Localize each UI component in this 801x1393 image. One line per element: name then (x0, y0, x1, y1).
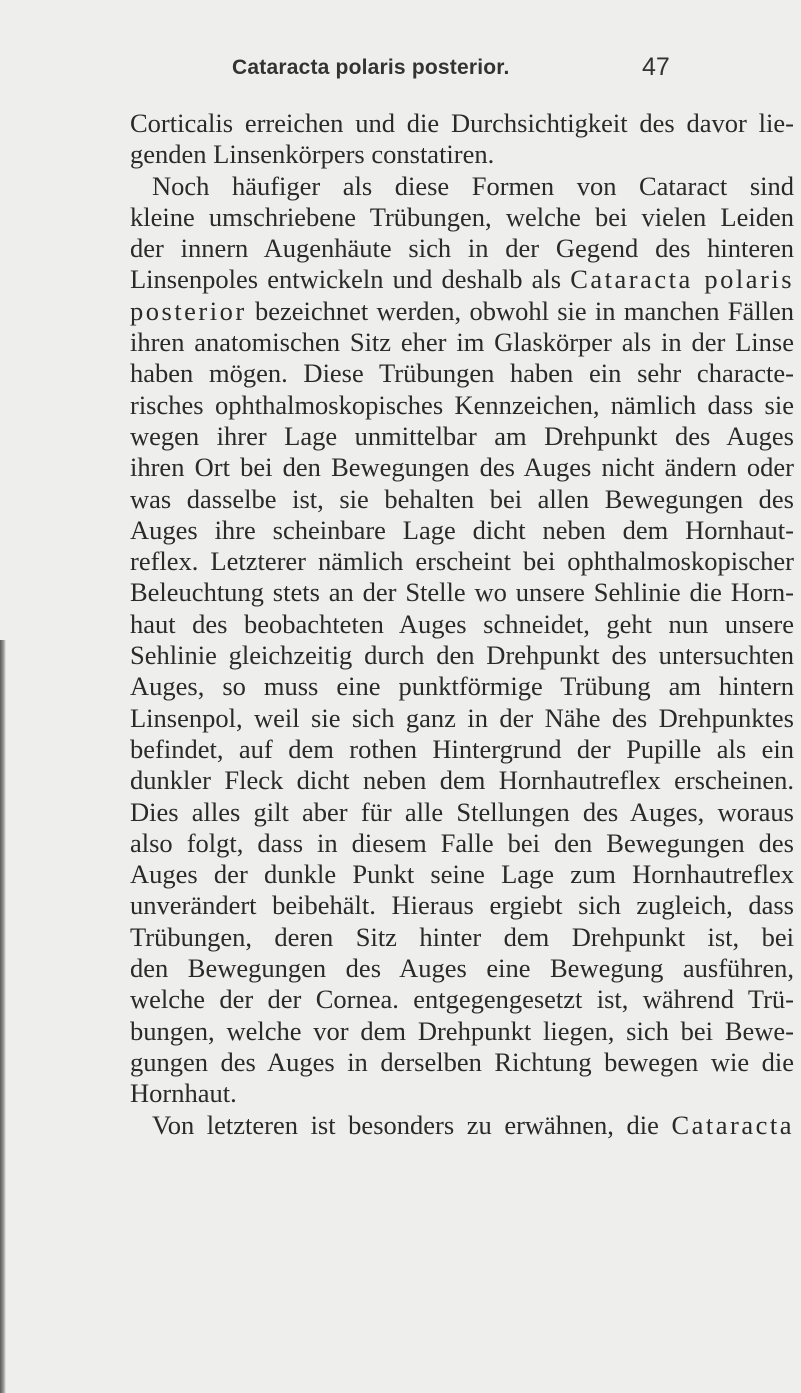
text-line: kleine umschriebene Trübungen, welche bei vielen Leiden (130, 201, 794, 232)
text-line: Beleuchtung stets an der Stelle wo unsere Sehlinie die Horn- (130, 577, 794, 608)
text-line: was dasselbe ist, sie behalten bei allen Bewegungen des (130, 483, 794, 514)
text-line: genden Linsenkörpers constatiren. (130, 139, 495, 170)
text-line (130, 296, 794, 327)
text-line: haben mögen. Diese Trübungen haben ein sehr characte- (130, 358, 794, 389)
text-line: dunkler Fleck dicht neben dem Hornhautreflex erscheinen. (130, 765, 794, 796)
text-line: ihren Ort bei den Bewegungen des Auges nicht ändern oder (130, 452, 794, 483)
spaced-term: posterior (130, 295, 247, 326)
text-line: haut des beobachteten Auges schneidet, geht nun unsere (130, 608, 794, 639)
text-line: welche der der Cornea. entgegengesetzt ist, während Trü- (130, 984, 794, 1015)
line-text: bezeichnet werden, obwohl sie in manchen Fällen (254, 295, 794, 326)
spaced-term: Cataracta (671, 1109, 794, 1140)
text-line: Linsenpol, weil sie sich ganz in der Nähe des Drehpunktes (130, 702, 794, 733)
text-line: gungen des Auges in derselben Richtung bewegen wie die (130, 1046, 794, 1077)
text-line: Hornhaut. (130, 1078, 237, 1109)
text-line: Auges, so muss eine punktförmige Trübung am hintern (130, 671, 794, 702)
text-line (130, 264, 794, 295)
text-line: Noch häufiger als diese Formen von Cataract sind (152, 170, 794, 201)
text-line: Trübungen, deren Sitz hinter dem Drehpunkt ist, bei (130, 921, 794, 952)
text-line: wegen ihrer Lage unmittelbar am Drehpunkt des Auges (130, 420, 794, 451)
running-header (0, 53, 801, 90)
body-text (130, 108, 794, 1141)
text-line: den Bewegungen des Auges eine Bewegung ausführen, (130, 953, 794, 984)
text-line: also folgt, dass in diesem Falle bei den Bewegungen des (130, 827, 794, 858)
text-line: ihren anatomischen Sitz eher im Glaskörper als in der Linse (130, 327, 794, 358)
text-line: risches ophthalmoskopisches Kennzeichen, nämlich dass sie (130, 389, 794, 420)
line-text: Von letzteren ist besonders zu erwähnen, die (152, 1109, 659, 1140)
running-title: Cataracta polaris posterior. (232, 56, 510, 79)
text-line: Sehlinie gleichzeitig durch den Drehpunkt des untersuchten (130, 640, 794, 671)
spaced-term: Cataracta polaris (570, 264, 794, 295)
text-line: bungen, welche vor dem Drehpunkt liegen, sich bei Bewe- (130, 1015, 794, 1046)
text-line: unverändert beibehält. Hieraus ergiebt sich zugleich, dass (130, 890, 794, 921)
text-line (130, 1110, 794, 1141)
text-line: der innern Augenhäute sich in der Gegend des hinteren (130, 233, 794, 264)
binding-shadow (0, 640, 6, 1393)
line-text: Linsenpoles entwickeln und deshalb als (130, 264, 562, 295)
text-line: befindet, auf dem rothen Hintergrund der Pupille als ein (130, 733, 794, 764)
page-number: 47 (642, 53, 670, 81)
text-line: Auges der dunkle Punkt seine Lage zum Hornhautreflex (130, 859, 794, 890)
text-line: Dies alles gilt aber für alle Stellungen des Auges, woraus (130, 796, 794, 827)
text-line: reflex. Letzterer nämlich erscheint bei ophthalmoskopischer (130, 546, 794, 577)
text-line: Auges ihre scheinbare Lage dicht neben dem Hornhaut- (130, 514, 794, 545)
text-line: Corticalis erreichen und die Durchsichtigkeit des davor lie- (130, 108, 794, 138)
